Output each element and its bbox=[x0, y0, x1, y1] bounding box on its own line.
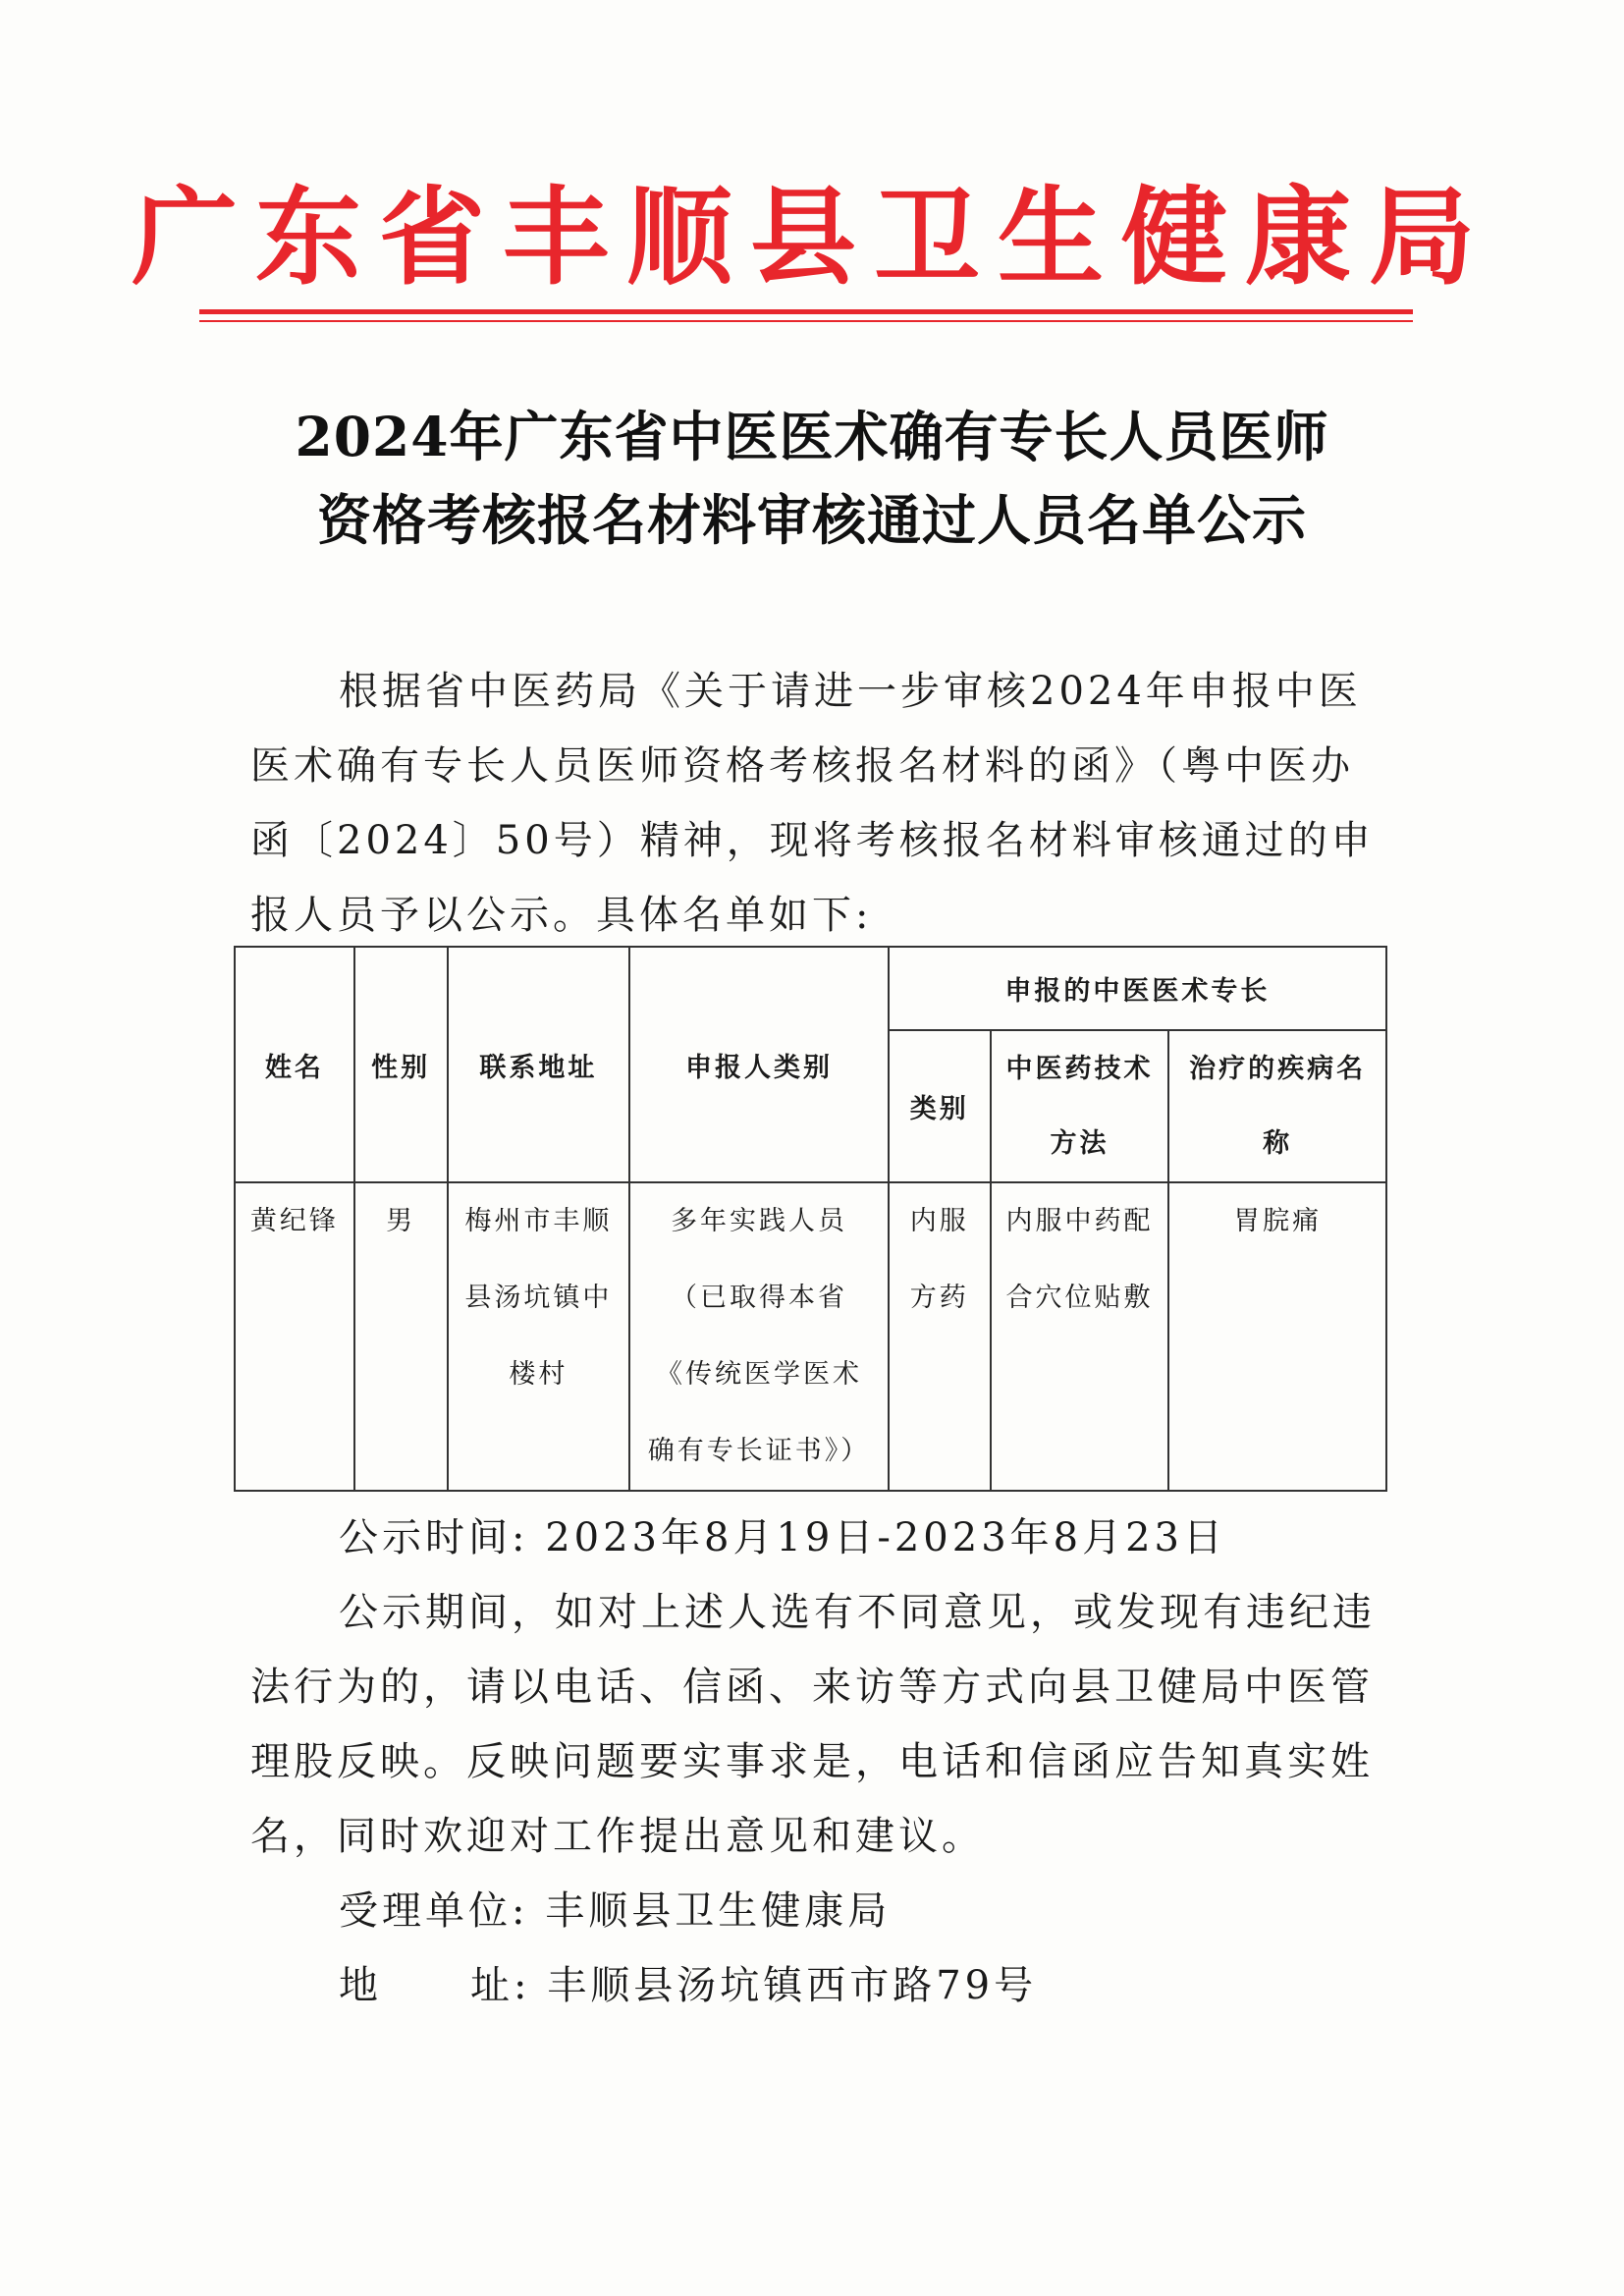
accepting-unit-label: 受理单位: bbox=[339, 1888, 529, 1934]
cell-technique: 内服中药配合穴位贴敷 bbox=[991, 1182, 1169, 1491]
publicity-period bbox=[339, 1501, 1226, 1575]
table-row bbox=[235, 1182, 1386, 1491]
header-name: 姓名 bbox=[235, 947, 354, 1182]
cell-category: 内服方药 bbox=[889, 1182, 991, 1491]
contact-address bbox=[339, 1948, 1037, 2023]
notice-paragraph: 公示期间，如对上述人选有不同意见，或发现有违纪违法行为的，请以电话、信函、来访等方式向县卫健局中医管理股反映。反映问题要实事求是，电话和信函应告知真实姓名，同时欢迎对工作提出意见和建议。 bbox=[250, 1590, 1376, 1859]
cell-disease: 胃脘痛 bbox=[1168, 1182, 1386, 1491]
letterhead-org-name: 广东省丰顺县卫生健康局 bbox=[131, 177, 1492, 300]
header-specialty-group: 申报的中医医术专长 bbox=[889, 947, 1386, 1030]
document-title-line-1: 2024年广东省中医医术确有专长人员医师 bbox=[295, 405, 1329, 468]
address-value: 丰顺县汤坑镇西市路79号 bbox=[547, 1963, 1038, 2008]
document-title-line-2: 资格考核报名材料审核通过人员名单公示 bbox=[316, 488, 1307, 552]
header-gender: 性别 bbox=[354, 947, 448, 1182]
address-label-part-2: 址: bbox=[470, 1963, 531, 2008]
publicity-period-label: 公示时间: bbox=[339, 1515, 529, 1560]
cell-name: 黄纪锋 bbox=[235, 1182, 354, 1491]
intro-paragraph: 根据省中医药局《关于请进一步审核2024年申报中医医术确有专长人员医师资格考核报名材料的函》（粤中医办函〔2024〕50号）精神，现将考核报名材料审核通过的申报人员予以公示。具体名单如下: bbox=[250, 669, 1375, 938]
header-address: 联系地址 bbox=[448, 947, 630, 1182]
cell-gender: 男 bbox=[354, 1182, 448, 1491]
header-technique: 中医药技术方法 bbox=[991, 1030, 1169, 1182]
cell-applicant-type: 多年实践人员（已取得本省《传统医学医术确有专长证书》） bbox=[629, 1182, 889, 1491]
letterhead-rule-thin bbox=[199, 320, 1413, 322]
accepting-unit bbox=[339, 1874, 891, 1948]
header-applicant-type: 申报人类别 bbox=[629, 947, 889, 1182]
applicant-table bbox=[234, 946, 1387, 1492]
publicity-period-value: 2023年8月19日-2023年8月23日 bbox=[545, 1515, 1227, 1560]
letterhead-rule-thick bbox=[199, 309, 1413, 314]
address-label-part-1: 地 bbox=[339, 1963, 382, 2008]
header-category: 类别 bbox=[889, 1030, 991, 1182]
accepting-unit-value: 丰顺县卫生健康局 bbox=[545, 1888, 892, 1934]
cell-address: 梅州市丰顺县汤坑镇中楼村 bbox=[448, 1182, 630, 1491]
header-disease: 治疗的疾病名称 bbox=[1168, 1030, 1386, 1182]
